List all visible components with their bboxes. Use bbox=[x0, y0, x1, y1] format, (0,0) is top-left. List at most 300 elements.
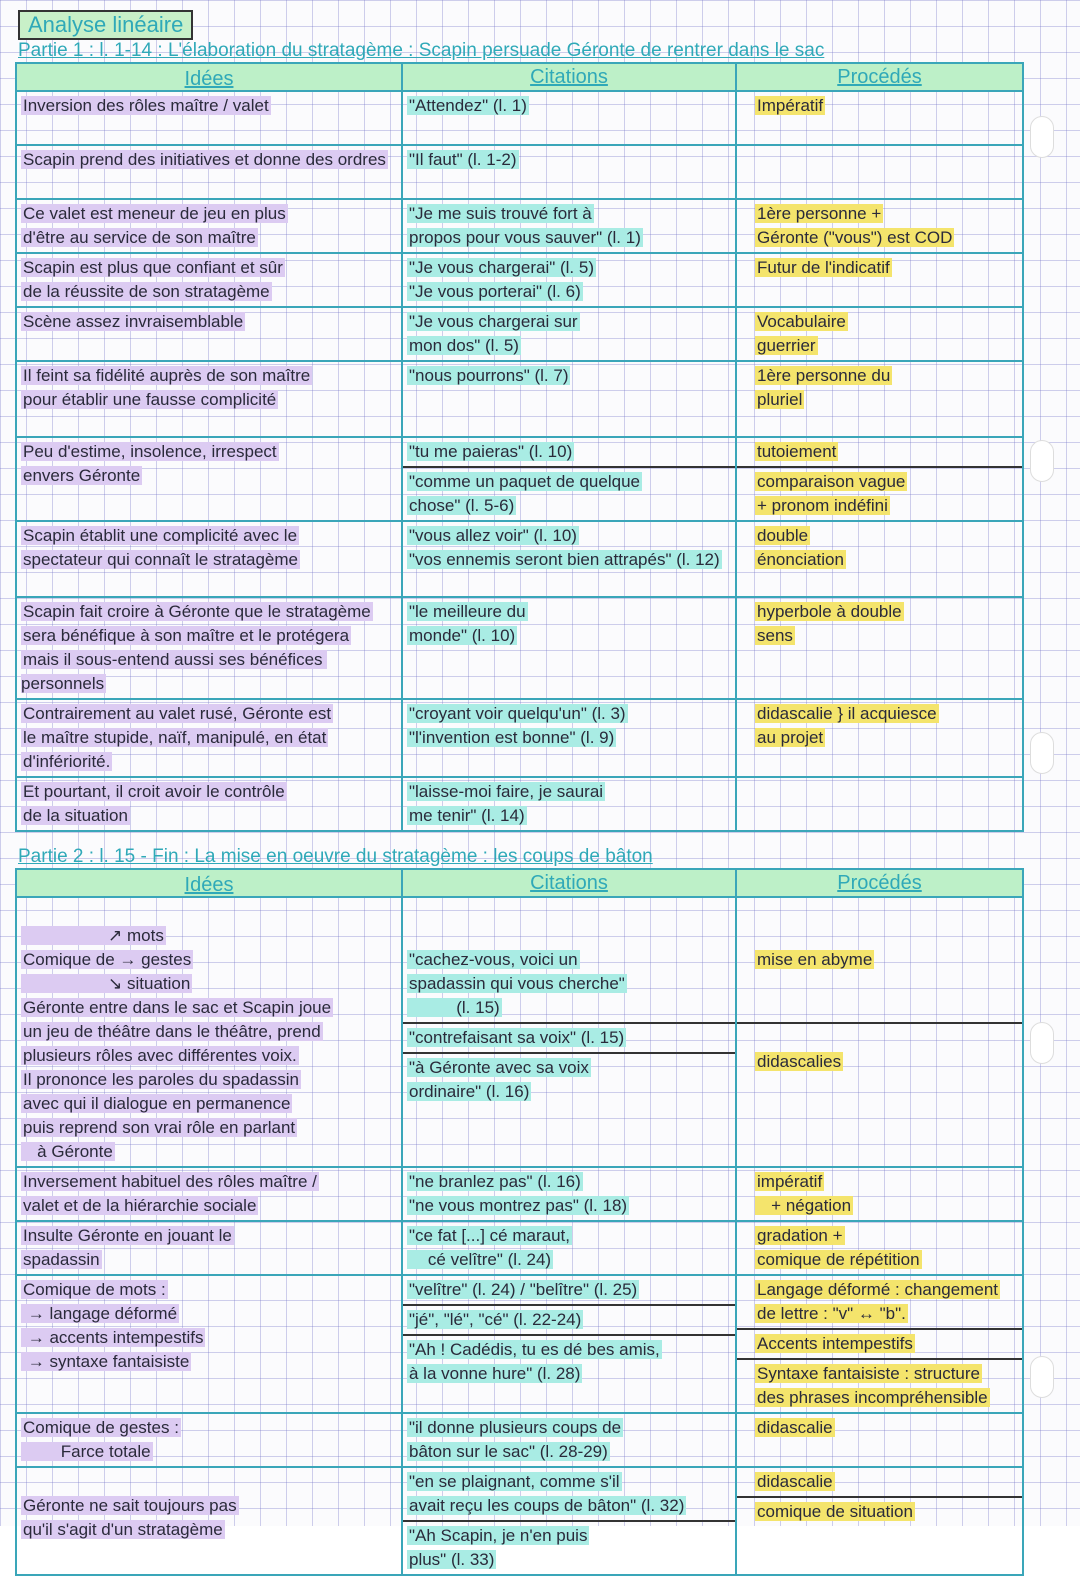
cell-text: "velître" (l. 24) / "belître" (l. 25) bbox=[409, 1280, 638, 1299]
cell-line bbox=[407, 1056, 731, 1080]
cell-text: Impératif bbox=[757, 96, 824, 115]
procedes-block bbox=[737, 1468, 1022, 1496]
procedes-cell bbox=[737, 438, 1022, 520]
cell-line bbox=[741, 1362, 1018, 1386]
cell-line bbox=[741, 702, 1018, 726]
cell-line bbox=[741, 1026, 1018, 1050]
cell-line bbox=[407, 524, 731, 548]
cell-text: "jé", "lé", "cé" (l. 22-24) bbox=[409, 1310, 582, 1329]
citations-block bbox=[403, 1334, 735, 1388]
cell-text: (l. 15) bbox=[409, 998, 500, 1017]
cell-text: Scène assez invraisemblable bbox=[23, 312, 244, 331]
citations-block bbox=[403, 1276, 735, 1304]
citations-cell bbox=[403, 522, 737, 596]
idees-cell bbox=[17, 898, 403, 1166]
table-row bbox=[17, 92, 1022, 144]
cell-line bbox=[741, 780, 1018, 804]
citations-block bbox=[403, 92, 735, 120]
procedes-block bbox=[737, 598, 1022, 650]
cell-line bbox=[741, 900, 1018, 924]
citations-block bbox=[403, 200, 735, 252]
cell-text: Géronte ("vous") est COD bbox=[757, 228, 953, 247]
cell-text: Il prononce les paroles du spadassin bbox=[23, 1070, 299, 1089]
citations-block bbox=[403, 1414, 735, 1466]
cell-text: 1ère personne du bbox=[757, 366, 891, 385]
citations-cell bbox=[403, 200, 737, 252]
cell-text: Et pourtant, il croit avoir le contrôle bbox=[23, 782, 285, 801]
table-header bbox=[17, 870, 1022, 898]
procedes-cell bbox=[737, 1468, 1022, 1574]
citations-block bbox=[403, 1022, 735, 1052]
cell-line bbox=[21, 1044, 397, 1068]
cell-line bbox=[741, 1332, 1018, 1356]
citations-block bbox=[403, 598, 735, 650]
cell-text: Futur de l'indicatif bbox=[757, 258, 890, 277]
cell-text: de la réussite de son stratagème bbox=[23, 282, 270, 301]
cell-text: "Attendez" (l. 1) bbox=[409, 96, 527, 115]
cell-line bbox=[741, 1386, 1018, 1410]
cell-line bbox=[21, 440, 397, 464]
cell-text: didascalie bbox=[757, 1472, 833, 1491]
cell-text: didascalie } il acquiesce bbox=[757, 704, 937, 723]
cell-text: Géronte entre dans le sac et Scapin joue bbox=[23, 998, 332, 1017]
cell-text: 1ère personne + bbox=[757, 204, 882, 223]
cell-text: Scapin établit une complicité avec le bbox=[23, 526, 298, 545]
citations-cell bbox=[403, 362, 737, 436]
cell-line bbox=[741, 1302, 1018, 1326]
procedes-cell bbox=[737, 1168, 1022, 1220]
cell-text: à la vonne hure" (l. 28) bbox=[409, 1364, 581, 1383]
procedes-block bbox=[737, 362, 1022, 414]
cell-text: avec qui il dialogue en permanence bbox=[23, 1094, 291, 1113]
table-row bbox=[17, 596, 1022, 698]
citations-cell bbox=[403, 1168, 737, 1220]
cell-text: impératif bbox=[757, 1172, 823, 1191]
cell-line bbox=[407, 1338, 731, 1362]
cell-line bbox=[741, 148, 1018, 172]
cell-text: "ne branlez pas" (l. 16) bbox=[409, 1172, 581, 1191]
cell-line bbox=[407, 1362, 731, 1386]
cell-line bbox=[21, 1470, 397, 1494]
cell-line bbox=[21, 624, 397, 648]
cell-line bbox=[407, 948, 731, 972]
table-row bbox=[17, 1220, 1022, 1274]
cell-text: Farce totale bbox=[23, 1442, 151, 1461]
cell-line bbox=[21, 310, 397, 334]
cell-line bbox=[741, 996, 1018, 1020]
table-row bbox=[17, 898, 1022, 1166]
cell-line bbox=[741, 1194, 1018, 1218]
procedes-block bbox=[737, 92, 1022, 120]
cell-text: tutoiement bbox=[757, 442, 837, 461]
citations-cell bbox=[403, 1222, 737, 1274]
cell-text: → syntaxe fantaisiste bbox=[23, 1352, 190, 1371]
cell-line bbox=[741, 524, 1018, 548]
cell-text: avait reçu les coups de bâton" (l. 32) bbox=[409, 1496, 685, 1515]
cell-text: Il feint sa fidélité auprès de son maître bbox=[23, 366, 311, 385]
citations-block bbox=[403, 308, 735, 360]
citations-block bbox=[403, 1304, 735, 1334]
cell-line bbox=[407, 702, 731, 726]
cell-text: "Ah Scapin, je n'en puis bbox=[409, 1526, 588, 1545]
cell-text: didascalies bbox=[757, 1052, 842, 1071]
cell-text: à Géronte bbox=[23, 1142, 113, 1161]
procedes-block bbox=[737, 1222, 1022, 1274]
cell-text: propos pour vous sauver" (l. 1) bbox=[409, 228, 641, 247]
cell-text: "ne vous montrez pas" (l. 18) bbox=[409, 1196, 628, 1215]
cell-text: comique de situation bbox=[757, 1502, 913, 1521]
citations-cell bbox=[403, 1468, 737, 1574]
cell-line bbox=[741, 1278, 1018, 1302]
cell-text: "Ah ! Cadédis, tu es dé bes amis, bbox=[409, 1340, 660, 1359]
cell-line bbox=[407, 900, 731, 924]
cell-text: d'être au service de son maître bbox=[23, 228, 256, 247]
cell-text: "Il faut" (l. 1-2) bbox=[409, 150, 517, 169]
procedes-block bbox=[737, 778, 1022, 806]
idees-cell bbox=[17, 700, 403, 776]
table-row bbox=[17, 360, 1022, 436]
idees-cell bbox=[17, 1168, 403, 1220]
cell-text: "vos ennemis seront bien attrapés" (l. 12) bbox=[409, 550, 720, 569]
cell-line bbox=[21, 388, 397, 412]
cell-line bbox=[21, 1194, 397, 1218]
idees-cell bbox=[17, 522, 403, 596]
citations-block bbox=[403, 466, 735, 520]
cell-line bbox=[21, 148, 397, 172]
cell-text: chose" (l. 5-6) bbox=[409, 496, 515, 515]
table-row bbox=[17, 520, 1022, 596]
cell-line bbox=[407, 440, 731, 464]
cell-text: Accents intempestifs bbox=[757, 1334, 913, 1353]
cell-line bbox=[407, 1080, 731, 1104]
citations-cell bbox=[403, 898, 737, 1166]
cell-text: "croyant voir quelqu'un" (l. 3) bbox=[409, 704, 626, 723]
table-row bbox=[17, 144, 1022, 198]
procedes-block bbox=[737, 1414, 1022, 1442]
procedes-cell bbox=[737, 1222, 1022, 1274]
cell-line bbox=[21, 1224, 397, 1248]
citations-cell bbox=[403, 308, 737, 360]
cell-text: Scapin fait croire à Géronte que le stratagème bbox=[23, 602, 371, 621]
cell-text: "laisse-moi faire, je saurai bbox=[409, 782, 604, 801]
cell-text: Scapin prend des initiatives et donne des ordres bbox=[23, 150, 386, 169]
cell-line bbox=[21, 1350, 397, 1374]
cell-text: Insulte Géronte en jouant le bbox=[23, 1226, 232, 1245]
idees-cell bbox=[17, 598, 403, 698]
procedes-block bbox=[737, 438, 1022, 466]
cell-line bbox=[407, 1524, 731, 1548]
cell-text: Comique de gestes : bbox=[23, 1418, 179, 1437]
idees-cell bbox=[17, 146, 403, 198]
table-row bbox=[17, 1166, 1022, 1220]
table-row bbox=[17, 1466, 1022, 1574]
cell-text: mise en abyme bbox=[757, 950, 873, 969]
idees-cell bbox=[17, 1276, 403, 1412]
cell-line bbox=[741, 1248, 1018, 1272]
cell-line bbox=[407, 226, 731, 250]
table-row bbox=[17, 198, 1022, 252]
cell-line bbox=[407, 1470, 731, 1494]
procedes-cell bbox=[737, 598, 1022, 698]
cell-text: "le meilleure du bbox=[409, 602, 526, 621]
citations-cell bbox=[403, 1276, 737, 1412]
cell-text: Inversement habituel des rôles maître / bbox=[23, 1172, 317, 1191]
cell-line bbox=[21, 548, 397, 572]
citations-block bbox=[403, 778, 735, 830]
cell-line bbox=[407, 1494, 731, 1518]
cell-line bbox=[407, 310, 731, 334]
citations-cell bbox=[403, 1414, 737, 1466]
cell-text: didascalie bbox=[757, 1418, 833, 1437]
cell-line bbox=[21, 1326, 397, 1350]
citations-cell bbox=[403, 700, 737, 776]
column-header: Procédés bbox=[837, 66, 922, 88]
cell-line bbox=[741, 1416, 1018, 1440]
cell-text: → langage déformé bbox=[23, 1304, 178, 1323]
citations-cell bbox=[403, 438, 737, 520]
cell-text: des phrases incompréhensible bbox=[757, 1388, 988, 1407]
cell-text: "vous allez voir" (l. 10) bbox=[409, 526, 577, 545]
cell-text: "l'invention est bonne" (l. 9) bbox=[409, 728, 615, 747]
cell-text: me tenir" (l. 14) bbox=[409, 806, 525, 825]
procedes-block bbox=[737, 308, 1022, 360]
procedes-cell bbox=[737, 1276, 1022, 1412]
citations-block bbox=[403, 700, 735, 752]
cell-line bbox=[407, 1026, 731, 1050]
procedes-cell bbox=[737, 898, 1022, 1166]
cell-text: spadassin qui vous cherche" bbox=[409, 974, 625, 993]
citations-cell bbox=[403, 92, 737, 144]
cell-line bbox=[407, 548, 731, 572]
procedes-cell bbox=[737, 362, 1022, 436]
citations-block bbox=[403, 1468, 735, 1520]
cell-text: Contrairement au valet rusé, Géronte est bbox=[23, 704, 332, 723]
cell-line bbox=[407, 726, 731, 750]
citations-block bbox=[403, 362, 735, 390]
cell-text: monde" (l. 10) bbox=[409, 626, 516, 645]
cell-text: plus" (l. 33) bbox=[409, 1550, 495, 1569]
cell-line bbox=[741, 600, 1018, 624]
procedes-block bbox=[737, 466, 1022, 520]
part-2-table bbox=[15, 868, 1024, 1576]
cell-text: gradation + bbox=[757, 1226, 843, 1245]
cell-text: énonciation bbox=[757, 550, 844, 569]
cell-line bbox=[21, 726, 397, 750]
procedes-cell bbox=[737, 308, 1022, 360]
cell-line bbox=[407, 996, 731, 1020]
cell-text: "il donne plusieurs coups de bbox=[409, 1418, 622, 1437]
idees-cell bbox=[17, 1222, 403, 1274]
column-header: Idées bbox=[17, 870, 403, 896]
cell-line bbox=[741, 972, 1018, 996]
column-header: Citations bbox=[403, 870, 737, 896]
cell-text: comparaison vague bbox=[757, 472, 906, 491]
cell-line bbox=[21, 256, 397, 280]
part-1-table bbox=[15, 62, 1024, 832]
cell-line bbox=[741, 94, 1018, 118]
procedes-block bbox=[737, 1328, 1022, 1358]
cell-line bbox=[21, 804, 397, 828]
cell-line bbox=[21, 1170, 397, 1194]
cell-text: ↘ situation bbox=[23, 974, 191, 993]
citations-cell bbox=[403, 254, 737, 306]
cell-text: "nous pourrons" (l. 7) bbox=[409, 366, 569, 385]
procedes-block bbox=[737, 898, 1022, 1022]
cell-line bbox=[741, 624, 1018, 648]
cell-text: sera bénéfique à son maître et le protégera bbox=[23, 626, 350, 645]
cell-line bbox=[21, 1302, 397, 1326]
cell-line bbox=[407, 494, 731, 518]
cell-line bbox=[21, 1140, 397, 1164]
cell-text: "Je vous porterai" (l. 6) bbox=[409, 282, 581, 301]
column-header: Citations bbox=[403, 64, 737, 90]
cell-text: Vocabulaire bbox=[757, 312, 846, 331]
table-row bbox=[17, 1412, 1022, 1466]
cell-text: "Je vous chargerai sur bbox=[409, 312, 578, 331]
cell-line bbox=[407, 804, 731, 828]
procedes-block bbox=[737, 700, 1022, 752]
cell-line bbox=[21, 648, 397, 696]
cell-text: mais il sous-entend aussi ses bénéfices personnels bbox=[21, 650, 328, 693]
cell-text: "ce fat [...] cé maraut, bbox=[409, 1226, 570, 1245]
cell-line bbox=[21, 1416, 397, 1440]
cell-line bbox=[407, 202, 731, 226]
cell-line bbox=[407, 1548, 731, 1572]
cell-text: double bbox=[757, 526, 809, 545]
column-header: Idées bbox=[17, 64, 403, 90]
cell-line bbox=[741, 440, 1018, 464]
cell-line bbox=[21, 996, 397, 1020]
citations-block bbox=[403, 1168, 735, 1220]
procedes-block bbox=[737, 1276, 1022, 1328]
citations-block bbox=[403, 146, 735, 174]
citations-cell bbox=[403, 598, 737, 698]
cell-line bbox=[741, 1050, 1018, 1074]
procedes-cell bbox=[737, 200, 1022, 252]
cell-line bbox=[21, 94, 397, 118]
citations-block bbox=[403, 438, 735, 466]
cell-line bbox=[741, 1224, 1018, 1248]
procedes-cell bbox=[737, 254, 1022, 306]
procedes-block bbox=[737, 254, 1022, 282]
cell-text: sens bbox=[757, 626, 793, 645]
cell-line bbox=[21, 1518, 397, 1542]
cell-line bbox=[21, 780, 397, 804]
cell-text: "Je me suis trouvé fort à bbox=[409, 204, 592, 223]
cell-line bbox=[21, 202, 397, 226]
cell-text: un jeu de théâtre dans le théâtre, prend bbox=[23, 1022, 321, 1041]
cell-text: qu'il s'agit d'un stratagème bbox=[23, 1520, 223, 1539]
cell-text: + pronom indéfini bbox=[757, 496, 888, 515]
procedes-block bbox=[737, 522, 1022, 574]
procedes-block bbox=[737, 1496, 1022, 1526]
cell-line bbox=[741, 948, 1018, 972]
cell-line bbox=[407, 780, 731, 804]
cell-text: bâton sur le sac" (l. 28-29) bbox=[409, 1442, 608, 1461]
cell-text: "Je vous chargerai" (l. 5) bbox=[409, 258, 594, 277]
cell-line bbox=[741, 1500, 1018, 1524]
cell-line bbox=[21, 364, 397, 388]
part-1-heading: Partie 1 : l. 1-14 : L'élaboration du stratagème : Scapin persuade Géronte de rentrer dans le sac bbox=[18, 40, 825, 61]
cell-line bbox=[741, 1470, 1018, 1494]
table-row bbox=[17, 698, 1022, 776]
cell-text: ↗ mots bbox=[23, 926, 164, 945]
document-title: Analyse linéaire bbox=[18, 10, 193, 40]
cell-text: ordinaire" (l. 16) bbox=[409, 1082, 530, 1101]
cell-text: Syntaxe fantaisiste : structure bbox=[757, 1364, 980, 1383]
cell-text: mon dos" (l. 5) bbox=[409, 336, 519, 355]
cell-line bbox=[21, 1116, 397, 1140]
cell-line bbox=[741, 388, 1018, 412]
table-row bbox=[17, 252, 1022, 306]
cell-line bbox=[21, 1440, 397, 1464]
cell-text: "contrefaisant sa voix" (l. 15) bbox=[409, 1028, 625, 1047]
citations-block bbox=[403, 522, 735, 574]
idees-cell bbox=[17, 308, 403, 360]
table-row bbox=[17, 1274, 1022, 1412]
cell-line bbox=[407, 1170, 731, 1194]
cell-text: Langage déformé : changement bbox=[757, 1280, 999, 1299]
cell-line bbox=[407, 600, 731, 624]
cell-line bbox=[21, 702, 397, 726]
cell-text: d'infériorité. bbox=[23, 752, 111, 771]
cell-text: Comique de → gestes bbox=[23, 950, 192, 969]
idees-cell bbox=[17, 200, 403, 252]
procedes-cell bbox=[737, 522, 1022, 596]
cell-line bbox=[407, 1194, 731, 1218]
cell-line bbox=[741, 548, 1018, 572]
citations-cell bbox=[403, 146, 737, 198]
cell-line bbox=[21, 280, 397, 304]
citations-cell bbox=[403, 778, 737, 830]
cell-text: pluriel bbox=[757, 390, 803, 409]
cell-line bbox=[741, 334, 1018, 358]
cell-text: + négation bbox=[757, 1196, 852, 1215]
idees-cell bbox=[17, 92, 403, 144]
cell-text: hyperbole à double bbox=[757, 602, 902, 621]
cell-line bbox=[407, 94, 731, 118]
procedes-cell bbox=[737, 1414, 1022, 1466]
cell-line bbox=[21, 948, 397, 972]
cell-line bbox=[21, 1020, 397, 1044]
part-2-heading: Partie 2 : l. 15 - Fin : La mise en oeuvre du stratagème : les coups de bâton bbox=[18, 846, 653, 867]
table-header bbox=[17, 64, 1022, 92]
cell-text: "comme un paquet de quelque bbox=[409, 472, 640, 491]
cell-text: valet et de la hiérarchie sociale bbox=[23, 1196, 257, 1215]
cell-line bbox=[21, 900, 397, 924]
cell-text: "cachez-vous, voici un bbox=[409, 950, 578, 969]
idees-cell bbox=[17, 254, 403, 306]
cell-text: Peu d'estime, insolence, irrespect bbox=[23, 442, 277, 461]
cell-line bbox=[741, 226, 1018, 250]
citations-block bbox=[403, 1520, 735, 1574]
procedes-block bbox=[737, 200, 1022, 252]
procedes-cell bbox=[737, 700, 1022, 776]
cell-text: → accents intempestifs bbox=[23, 1328, 204, 1347]
cell-line bbox=[21, 972, 397, 996]
cell-line bbox=[407, 334, 731, 358]
column-header: Procédés bbox=[837, 872, 922, 894]
procedes-block bbox=[737, 146, 1022, 174]
cell-line bbox=[407, 972, 731, 996]
cell-text: de lettre : "v" ↔ "b". bbox=[757, 1304, 906, 1323]
cell-text: "en se plaignant, comme s'il bbox=[409, 1472, 620, 1491]
cell-text: Comique de mots : bbox=[23, 1280, 166, 1299]
cell-text: guerrier bbox=[757, 336, 816, 355]
cell-line bbox=[21, 600, 397, 624]
cell-line bbox=[21, 1494, 397, 1518]
cell-line bbox=[741, 256, 1018, 280]
